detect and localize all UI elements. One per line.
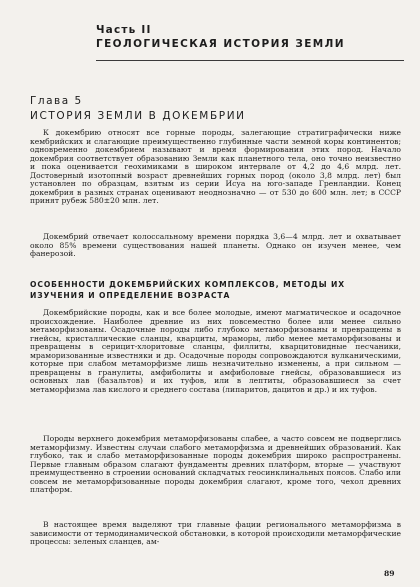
header-divider <box>96 60 404 61</box>
part-label: Часть II <box>96 24 152 36</box>
part-title: ГЕОЛОГИЧЕСКАЯ ИСТОРИЯ ЗЕМЛИ <box>96 38 345 50</box>
body-paragraph: Докембрийские породы, как и все более молодые, имеют магматическое и осадочное происхождение. Наиболее древние из них повсеместно более или менее сильно метаморфизованы. Осадочные породы либо глубоко метаморфизованы и превращены в гнейсы, кристаллические сланцы, кварциты, мраморы, либо менее метаморфизованы и превращены в серицит-хлоритовые сланцы, филлиты, кварцитовидные песчаники, мраморизованные известняки и др. Осадочные породы сопровождаются вулканическими, которые при слабом метаморфизме лишь незначительно изменены, а при сильном — превращены в гранулиты, амфиболиты и амфиболовые гнейсы, образовавшиеся из основных лав (базальтов) и их туфов, или в лептиты, образовавшиеся за счет метаморфизма лав кислого и среднего состава (липаритов, дацитов и др.) и их туфов. <box>30 308 401 394</box>
section-heading: ОСОБЕННОСТИ ДОКЕМБРИЙСКИХ КОМПЛЕКСОВ, МЕТОДЫ ИХ ИЗУЧЕНИЯ И ОПРЕДЕЛЕНИЕ ВОЗРАСТА <box>30 280 346 300</box>
chapter-title: ИСТОРИЯ ЗЕМЛИ В ДОКЕМБРИИ <box>30 110 246 122</box>
chapter-label: Глава 5 <box>30 95 83 107</box>
body-paragraph: Породы верхнего докембрия метаморфизованы слабее, а часто совсем не подверглись метаморфизму. Известны случаи слабого метаморфизма и древнейших образований. Как глубоко, так и слабо метаморфизованные породы докембрия широко распространены. Первые главным образом слагают фундаменты древних платформ, вторые — участвуют преимущественно в строении оснований складчатых геосинклинальных поясов. Слабо или совсем не метаморфизованные породы докембрия слагают, кроме того, чехол древних платформ. <box>30 434 401 495</box>
page-number: 89 <box>384 569 395 578</box>
body-paragraph: В настоящее время выделяют три главные фации регионального метаморфизма в зависимости от термодинамической обстановки, в которой происходили метаморфические процессы: зеленых сланцев, ам- <box>30 520 401 547</box>
body-paragraph: Докембрий отвечает колоссальному времени порядка 3,6—4 млрд. лет и охватывает около 85% времени существования нашей планеты. Однако он изучен менее, чем фанерозой. <box>30 232 401 259</box>
body-paragraph: К докембрию относят все горные породы, залегающие стратиграфически ниже кембрийских и слагающие преимущественно глубинные части земной коры континентов; одновременно докембрием называют и время формирования этих пород. Начало докембрия соответствует образованию Земли как планетного тела, оно точно неизвестно и пока оценивается геохимиками в широком интервале от 4,2 до 4,6 млрд. лет. Достоверный изотопный возраст древнейших горных пород (около 3,8 млрд. лет) был установлен по образцам, взятым из серии Исуа на юго-западе Гренландии. Конец докембрия в разных странах оценивают неоднозначно — от 530 до 600 млн. лет; в СССР принят рубеж 580±20 млн. лет. <box>30 128 401 206</box>
